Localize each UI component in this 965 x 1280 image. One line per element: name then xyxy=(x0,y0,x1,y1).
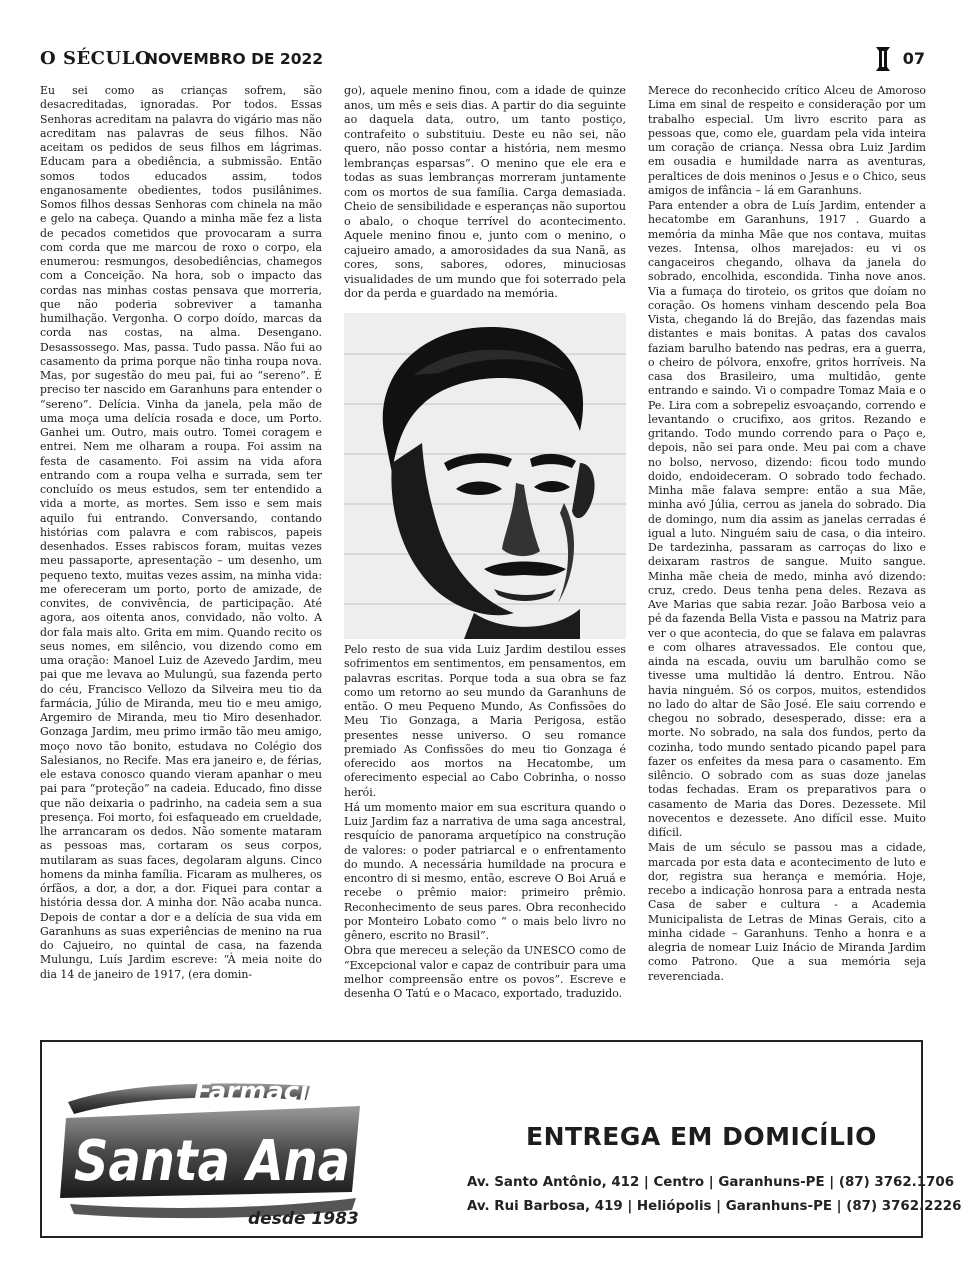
portrait-illustration-icon xyxy=(344,313,626,639)
article-column-3 xyxy=(648,84,926,1024)
paragraph: go), aquele menino finou, com a idade de quinze anos, um mês e seis dias. A partir do dia seguinte ao daquela data, outro, um tanto postiço, contrafeito o substituiu. Deste eu não sei, não quero, não posso contar a história, nem mesmo lembranças esparsas”. O menino que ele era e todas as suas lembranças morreram juntamente com os mortos de sua família. Carga demasiada. Cheio de sensibilidade e esperanças não suportou o abalo, o choque terrível do acontecimento. Aquele menino finou e, junto com o menino, o cajueiro amado, a amorosidades da sua Nanã, as cores, sons, sabores, odores, minuciosas visualidades de um mundo que foi soterrado pela dor da perda e guardado na memória. xyxy=(344,84,626,300)
paragraph: Há um momento maior em sua escritura quando o Luiz Jardim faz a narrativa de uma saga ancestral, resquício de panorama arquetípico na construção de valores: o poder patriarcal e o enfrentamento do mundo. A necessária humildade na procura e encontro di si mesmo, então, escreve O Boi Aruá e recebe o prêmio maior: primeiro prêmio. Reconhecimento de seus pares. Obra reconhecido por Monteiro Lobato como “ o mais belo livro no gênero, escrito no Brasil”. xyxy=(344,800,626,942)
pharmacy-advertisement xyxy=(40,1040,962,1238)
paragraph: Eu sei como as crianças sofrem, são desacreditadas, ignoradas. Por todos. Essas Senhoras acreditam na palavra do vigário mas não acreditam nas palavras de seus filhos. Não aceitam os pedidos de seus filhos em lágrimas. Educam para a obediência, a submissão. Então somos todos educados assim, todos enganosamente obedientes, todos pusilânimes. Somos filhos dessas Senhoras com chinela na mão e gelo na cabeça. Quando a minha mãe fez a lista de pecados cometidos que provocaram a surra com corda que me marcou de roxo o corpo, ela enumerou: resmungos, desobediências, chamegos com a Conceição. Na hora, sob o impacto das cordas nas minhas costas pensava que morreria, que não poderia sobreviver a tamanha humilhação. Vergonha. O corpo doído, marcas da corda nas costas, na alma. Desengano. Desassossego. Mas, passa. Tudo passa. Não fui ao casamento da prima porque não tinha roupa nova. Mas, por sugestão do meu pai, fui ao “sereno”. É preciso ter nascido em Garanhuns para entender o “sereno”. Delícia. Vinha da janela, pela mão de uma moça uma delícia rosada e doce, um Porto. Ganhei um. Outro, mais outro. Tomei coragem e entrei. Nem me olharam a roupa. Foi assim na festa de casamento. Foi assim na vida afora entrando com a roupa velha e surrada, sem ter concluído os meus estudos, sem ter entendido a vida a morte, as mortes. Sem isso e sem mais aquilo fui entrando. Conversando, contando histórias com palavra e com rabiscos, papeis desenhados. Esses rabiscos foram, muitas vezes meu passaporte, apresentação – um desenho, um pequeno texto, muitas vezes assim, na minha vida: me ofereceram um porto, porto de amizade, de convites, de convivência, de participação. Até agora, aos oitenta anos, convidado, não volto. A dor fala mais alto. Grita em mim. Quando recito os seus nomes, em silêncio, vou dizendo como em uma oração: Manoel Luiz de Azevedo Jardim, meu pai que me levava ao Mulungú, sua fazenda perto do céu, Francisco Vellozo da Silveira meu tio da farmácia, Júlio de Miranda, meu tio e meu amigo, Argemiro de Miranda, meu tio Miro desenhador. Gonzaga Jardim, meu primo irmão tão meu amigo, moço novo tão bonito, estudava no Colégio dos Salesianos, no Recife. Mas era janeiro e, de férias, ele estava conosco quando vieram apanhar o meu pai para “proteção” na cadeia. Educado, fino disse que não deixaria o padrinho, na cadeia sem a sua presença. Foi morto, foi esfaqueado em crueldade, lhe arrancaram os dedos. Não somente mataram as pessoas mas, cortaram os seus corpos, mutilaram as suas faces, degolaram alguns. Cinco homens da minha família. Ficaram as mulheres, os órfãos, a dor, a dor, a dor. Fiquei para contar a história dessa dor. A minha dor. Não acaba nunca. Depois de contar a dor e a delícia de sua vida em Garanhuns as suas experiências de menino na rua do Cajueiro, no quintal de casa, na fazenda Mulungu, Luís Jardim escreve: “À meia noite do dia 14 de janeiro de 1917, (era domin- xyxy=(40,84,322,981)
article-column-2-top xyxy=(344,84,626,314)
paragraph: Merece do reconhecido crítico Alceu de Amoroso Lima em sinal de respeito e consideração por um trabalho especial. Um livro escrito para as pessoas que, como ele, guardam pela vida inteira um coração de criança. Nessa obra Luiz Jardim em ousadia e humildade narra as aventuras, peraltices de dois meninos o Jesus e o Chico, seus amigos de infância – lá em Garanhuns. xyxy=(648,84,926,197)
article-column-1 xyxy=(40,84,322,1024)
paragraph: Obra que mereceu a seleção da UNESCO como de “Excepcional valor e capaz de contribuir para uma melhor compreensão entre os povos”. Escreve e desenha O Tatú e o Macaco, exportado, traduzido. xyxy=(344,944,626,1000)
paragraph: Mais de um século se passou mas a cidade, marcada por esta data e acontecimento de luto e dor, registra sua herança e memória. Hoje, recebo a indicação honrosa para a entrada nesta Casa de saber e cultura - a Academia Municipalista de Letras de Minas Gerais, cito a minha cidade – Garanhuns. Tenho a honra e a alegria de nomear Luiz Inácio de Miranda Jardim como Patrono. Que a sua memória seja reverenciada. xyxy=(648,841,926,983)
author-portrait xyxy=(344,313,626,639)
store-address-1: Av. Santo Antônio, 412 | Centro | Garanhuns-PE | (87) 3762.1706 xyxy=(467,1175,955,1190)
masthead xyxy=(40,46,925,76)
delivery-headline: ENTREGA EM DOMICÍLIO xyxy=(526,1122,877,1151)
logo-top-text: Farmácia xyxy=(194,1077,326,1107)
farmacia-santa-ana-logo xyxy=(60,1064,372,1229)
issue-date: NOVEMBRO DE 2022 xyxy=(145,50,324,68)
paragraph: Para entender a obra de Luís Jardim, entender a hecatombe em Garanhuns, 1917 . Guardo a memória da minha Mãe que nos contava, muitas vezes. Intensa, olhos marejados: eu vi os cangaceiros chegando, olhava da janela do sobrado, encolhida, escondida. Tinha nove anos. Via a fumaça do tiroteio, os gritos que doíam no coração. Os homens vinham descendo pela Boa Vista, chegando lá do Brejão, das fazendas mais distantes e mais bonitas. A patas dos cavalos faziam barulho batendo nas pedras, era a guerra, o cheiro de pólvora, enxofre, gritos horríveis. Na casa dos Brasileiro, uma multidão, gente entrando e saindo. Vi o compadre Tomaz Maia e o Pe. Lira com a sobrepeliz esvoaçando, correndo e levantando o crucifixo, aos gritos. Rezando e gritando. Todo mundo correndo para o Paço e, depois, não sei para onde. Meu pai com a chave no bolso, nervoso, dizendo: ficou todo mundo doido, endoideceram. O sobrado todo fechado. Minha mãe falava sempre: então a sua Mãe, minha avó Júlia, cerrou as janela do sobrado. Dia de domingo, num dia assim as janelas cerradas é igual a luto. Ninguém saiu de casa, o dia inteiro. De tardezinha, passaram as carroças do lixo e deixaram rastros de sangue. Muito sangue. Minha mãe cheia de medo, minha avó dizendo: cruz, credo. Deus tenha pena deles. Rezava as Ave Marias que sabia rezar. João Barbosa veio a pé da fazenda Bella Vista e passou na Matriz para ver o que acontecia, do que se falava em palavras e com olhares atravessados. Ele contou que, ainda na escada, ouviu um barulhão como se tivesse uma multidão lá dentro. Entrou. Não havia ninguém. Só os corpos, muitos, estendidos no lado do altar de São José. Ele saiu correndo e chegou no sobrado, desesperado, disse: era a morte. No sobrado, na sala dos fundos, perto da cozinha, todo mundo sentado picando papel para fazer os enfeites da mesa para o casamento. Em silêncio. O sobrado com as suas doze janelas todas fechadas. Eram os preparativos para o casamento de Maria das Dores. Dezessete. Mil novecentos e dezessete. Ano difícil esse. Muito difícil. xyxy=(648,199,926,839)
paragraph: Pelo resto de sua vida Luiz Jardim destilou esses sofrimentos em sentimentos, em pensamentos, em palavras escritas. Porque toda a sua obra se faz como um retorno ao seu mundo da Garanhuns de então. O meu Pequeno Mundo, As Confissões do Meu Tio Gonzaga, a Maria Perigosa, estão presentes nesse universo. O seu romance premiado As Confissões do meu tio Gonzaga é oferecido aos mortos na Hecatombe, um oferecimento especial ao Cabo Cobrinha, o nosso herói. xyxy=(344,643,626,799)
article-column-2-bottom xyxy=(344,643,626,1023)
logo-main-text: Santa Ana xyxy=(74,1129,350,1194)
logo-since-text: desde 1983 xyxy=(248,1209,359,1229)
store-address-2: Av. Rui Barbosa, 419 | Heliópolis | Garanhuns-PE | (87) 3762.2226 xyxy=(467,1199,962,1214)
paper-name: O SÉCULO xyxy=(40,48,152,69)
masthead-emblem-icon xyxy=(875,46,891,72)
page-number: 07 xyxy=(902,49,925,68)
